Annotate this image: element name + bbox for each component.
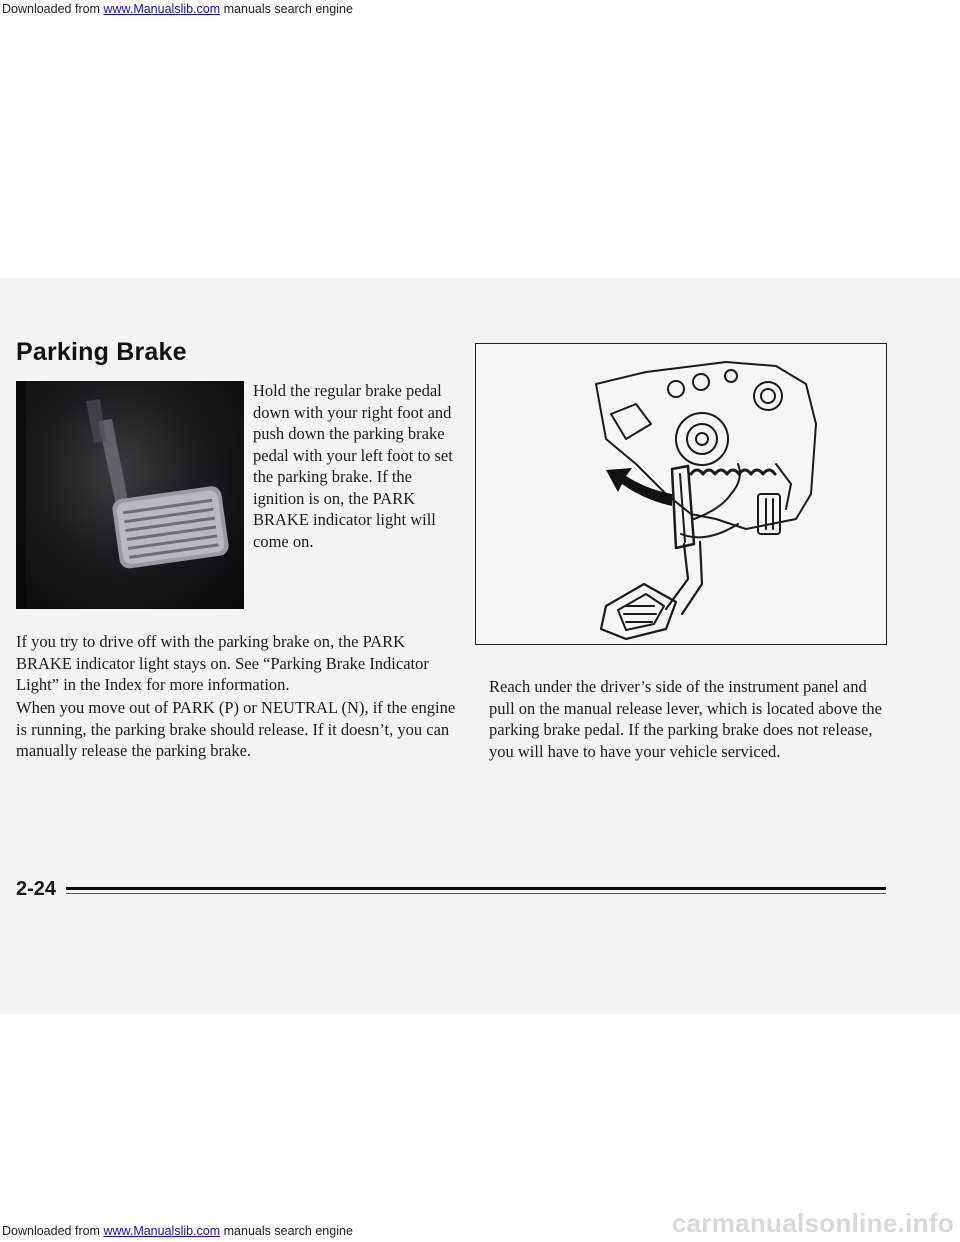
release-lever-diagram: [476, 344, 885, 643]
indicator-light-paragraph: If you try to drive off with the parking brake on, the PARK BRAKE indicator light stays on. See “Parking Brake Indicator Light” in the Index for more information.: [16, 632, 429, 694]
page-number: 2-24: [16, 878, 57, 900]
manualslib-link[interactable]: www.Manualslib.com: [103, 2, 221, 16]
banner-suffix: manuals search engine: [220, 2, 353, 16]
banner-suffix-bottom: manuals search engine: [220, 1224, 353, 1238]
download-banner-bottom: [0, 1222, 355, 1240]
footer-rule-thin: [66, 893, 886, 894]
manual-release-lever-illustration: [475, 343, 887, 645]
download-banner: [0, 0, 355, 18]
section-title: Parking Brake: [16, 338, 187, 366]
manual-release-paragraph: Reach under the driver’s side of the instrument panel and pull on the manual release lever, which is located above the parking brake pedal. If the parking brake does not release, you will have to have your vehicle serviced.: [489, 677, 882, 761]
release-paragraph: When you move out of PARK (P) or NEUTRAL (N), if the engine is running, the parking brake should release. If it doesn’t, you can manually release the parking brake.: [16, 698, 456, 760]
banner-prefix: Downloaded from: [2, 2, 104, 16]
intro-paragraph: Hold the regular brake pedal down with your right foot and push down the parking brake pedal with your left foot to set the parking brake. If the ignition is on, the PARK BRAKE indicator light will come on.: [253, 381, 453, 551]
banner-prefix-bottom: Downloaded from: [2, 1224, 104, 1238]
manualslib-link-bottom[interactable]: www.Manualslib.com: [103, 1224, 221, 1238]
footer-rule-thick: [66, 887, 886, 890]
pedal-photo-graphic: [16, 381, 244, 609]
carmanualsonline-watermark: carmanualsonline.info: [671, 1208, 954, 1238]
parking-brake-pedal-photo: [16, 381, 244, 609]
